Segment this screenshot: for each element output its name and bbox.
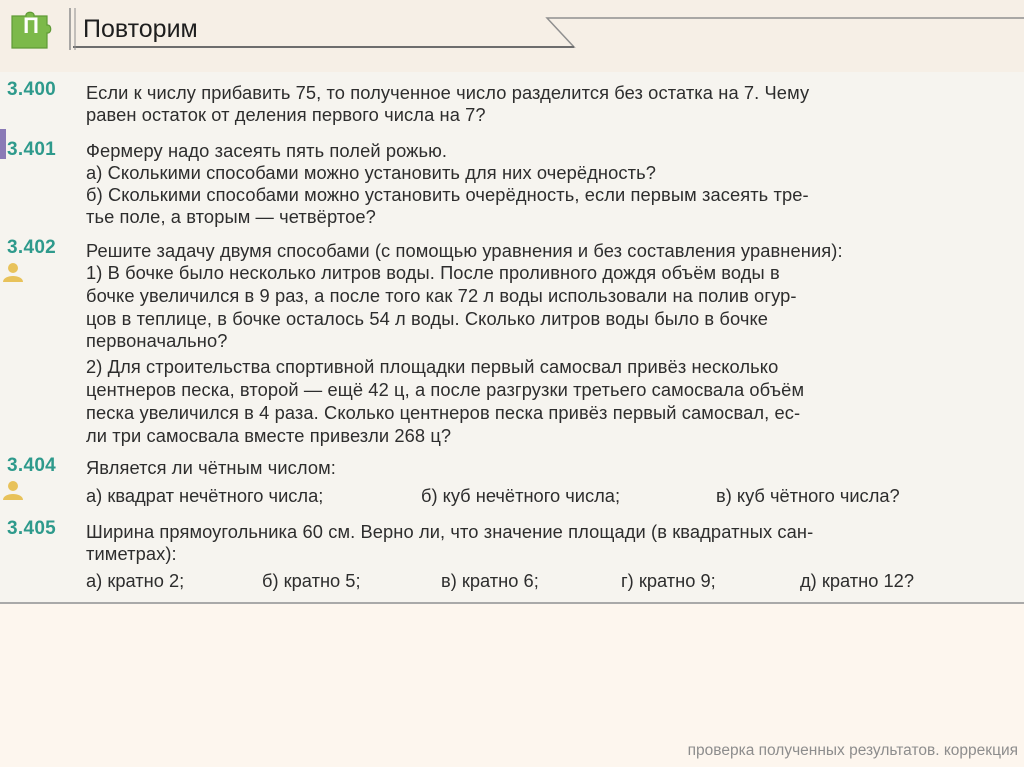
task-text-line: цов в теплице, в бочке осталось 54 л воды. Сколько литров воды было в бочке [86, 308, 769, 329]
task-text-line: 2) Для строительства спортивной площадки первый самосвал привёз несколько [86, 356, 779, 377]
answer-option: б) кратно 5; [262, 570, 361, 591]
task-text-line: бочке увеличился в 9 раз, а после того как 72 л воды использовали на полив огур- [86, 285, 797, 306]
task-number: 3.404 [7, 455, 57, 476]
footer-caption: проверка полученных результатов. коррекция [687, 742, 1018, 759]
task-text-line: Ширина прямоугольника 60 см. Верно ли, что значение площади (в квадратных сан- [86, 521, 814, 542]
answer-option: б) куб нечётного числа; [421, 485, 621, 506]
puzzle-letter: П [23, 13, 39, 38]
task-text-line: Решите задачу двумя способами (с помощью уравнения и без составления уравнения): [86, 240, 843, 261]
task-text-line: песка увеличился в 4 раза. Сколько центнеров песка привёз первый самосвал, ес- [86, 402, 801, 423]
answer-option: а) кратно 2; [86, 570, 185, 591]
task-text-line: ли три самосвала вместе привезли 268 ц? [86, 425, 452, 446]
task-number: 3.400 [7, 79, 57, 100]
page-title: Повторим [83, 15, 198, 43]
answer-option: а) квадрат нечётного числа; [86, 485, 324, 506]
task-number: 3.405 [7, 518, 57, 539]
task-text-line: равен остаток от деления первого числа на 7? [86, 104, 486, 125]
task-text-line: первоначально? [86, 330, 228, 351]
answer-option: в) куб чётного числа? [716, 485, 900, 506]
task-marker [0, 129, 6, 159]
answer-option: г) кратно 9; [621, 570, 716, 591]
task-number: 3.401 [7, 139, 57, 160]
task-text-line: центнеров песка, второй — ещё 42 ц, а после разгрузки третьего самосвала объём [86, 379, 805, 400]
task-number: 3.402 [7, 237, 57, 258]
task-text-line: Фермеру надо засеять пять полей рожью. [86, 140, 448, 161]
task-text-line: тиметрах): [86, 543, 177, 564]
answer-option: д) кратно 12? [800, 570, 914, 591]
answer-option: в) кратно 6; [441, 570, 539, 591]
person-icon [2, 262, 24, 282]
task-text-line: 1) В бочке было несколько литров воды. После проливного дождя объём воды в [86, 262, 780, 283]
task-text-line: Если к числу прибавить 75, то полученное число разделится без остатка на 7. Чему [86, 82, 810, 103]
task-text-line: а) Сколькими способами можно установить для них очерёдность? [86, 162, 657, 183]
task-text-line: б) Сколькими способами можно установить очерёдность, если первым засеять тре- [86, 184, 809, 205]
person-icon [2, 480, 24, 500]
task-text-line: Является ли чётным числом: [86, 457, 336, 478]
task-text-line: тье поле, а вторым — четвёртое? [86, 206, 376, 227]
